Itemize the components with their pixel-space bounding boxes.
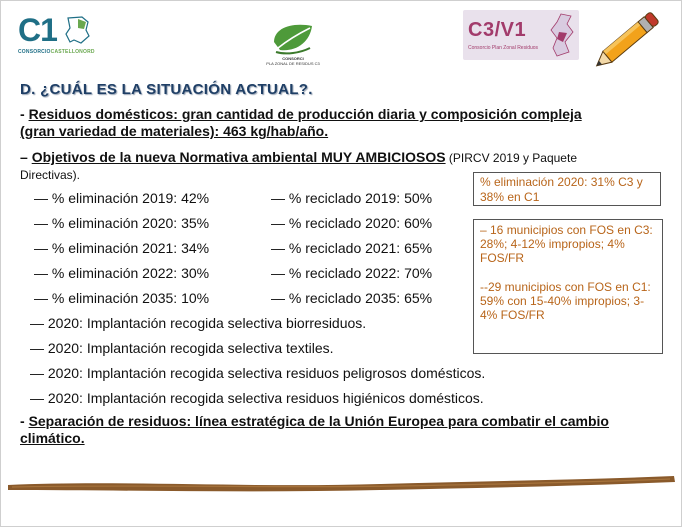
note-box-municipios [473, 219, 663, 354]
logo-c3v1 [463, 10, 579, 60]
target-elim-2022: — % eliminación 2022: 30% [34, 265, 210, 281]
pencil-icon [586, 6, 664, 78]
logo-c1-subtitle: CONSORCIOCASTELLONORD [18, 49, 95, 55]
target-elim-2035: — % eliminación 2035: 10% [34, 290, 210, 306]
note-municipios-c3: – 16 municipios con FOS en C3: 28%; 4-12% impropios; 4% FOS/FR [480, 223, 653, 265]
castellon-map-icon [64, 16, 90, 44]
target-recic-2020: — % reciclado 2020: 60% [271, 215, 433, 231]
collection-biorresiduos: — 2020: Implantación recogida selectiva biorresiduos. [30, 315, 367, 331]
separacion-text: Separación de residuos: línea estratégica de la Unión Europea para combatir el cambio climático. [20, 413, 609, 446]
valencia-map-icon [543, 12, 577, 58]
collection-textiles: — 2020: Implantación recogida selectiva textiles. [30, 340, 334, 356]
leaf-caption-2: PLA ZONAL DE RESIDUS C3 [266, 61, 320, 66]
bullet-residuos-domesticos: - Residuos domésticos: gran cantidad de producción diaria y composición compleja (gran variedad de materiales): 463 kg/hab/año. [20, 106, 582, 139]
leaf-logo-icon [270, 22, 316, 56]
residuos-domesticos-text: Residuos domésticos: gran cantidad de producción diaria y composición compleja (gran variedad de materiales): 463 kg/hab/año. [20, 106, 582, 139]
target-recic-2035: — % reciclado 2035: 65% [271, 290, 433, 306]
target-recic-2019: — % reciclado 2019: 50% [271, 190, 433, 206]
collection-higienicos: — 2020: Implantación recogida selectiva residuos higiénicos domésticos. [30, 390, 484, 406]
logo-c1 [18, 14, 98, 58]
logo-c1-text: C1 [18, 12, 57, 48]
section-heading: D. ¿CUÁL ES LA SITUACIÓN ACTUAL?. [20, 81, 313, 98]
target-elim-2019: — % eliminación 2019: 42% [34, 190, 210, 206]
bullet-objetivos: – Objetivos de la nueva Normativa ambiental MUY AMBICIOSOS (PIRCV 2019 y Paquete Directivas). [20, 149, 577, 182]
note-municipios-c1: --29 municipios con FOS en C1: 59% con 15-40% impropios; 3-4% FOS/FR [480, 280, 651, 322]
collection-peligrosos: — 2020: Implantación recogida selectiva residuos peligrosos domésticos. [30, 365, 486, 381]
objetivos-note: (PIRCV 2019 y Paquete Directivas). [20, 151, 577, 182]
leaf-caption-1: CONSORCI [282, 56, 304, 61]
note-box-eliminacion: % eliminación 2020: 31% C3 y 38% en C1 [473, 172, 661, 206]
target-recic-2021: — % reciclado 2021: 65% [271, 240, 433, 256]
brush-stroke-divider [0, 468, 682, 498]
bullet-separacion: - Separación de residuos: línea estratégica de la Unión Europea para combatir el cambio climático. [20, 413, 609, 446]
objetivos-title: Objetivos de la nueva Normativa ambiental MUY AMBICIOSOS [31, 149, 446, 165]
target-elim-2021: — % eliminación 2021: 34% [34, 240, 210, 256]
logo-leaf [262, 22, 324, 68]
logo-c3v1-subtitle: Consorcio Plan Zonal Residuos [468, 45, 539, 51]
target-recic-2022: — % reciclado 2022: 70% [271, 265, 433, 281]
target-elim-2020: — % eliminación 2020: 35% [34, 215, 210, 231]
logo-c3v1-text: C3/V1 [468, 19, 527, 41]
